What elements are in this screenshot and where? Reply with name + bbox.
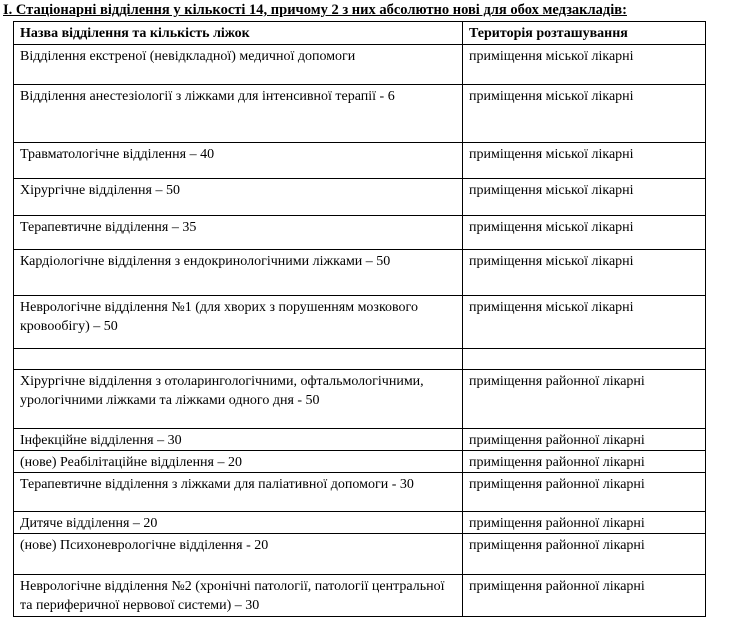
table-row [14,216,706,250]
table-row [14,429,706,451]
department-name: Дитяче відділення – 20 [14,512,463,534]
department-location: приміщення міської лікарні [463,216,706,250]
department-location: приміщення районної лікарні [463,473,706,512]
table-row-empty [14,349,706,370]
table-row [14,534,706,575]
department-name: Травматологічне відділення – 40 [14,143,463,179]
department-name: Відділення екстреної (невідкладної) медичної допомоги [14,45,463,85]
department-name: (нове) Реабілітаційне відділення – 20 [14,451,463,473]
department-name: Неврологічне відділення №1 (для хворих з порушенням мозкового кровообігу) – 50 [14,296,463,349]
table-row [14,451,706,473]
table-header-row [14,22,706,45]
column-header-location: Територія розташування [463,22,706,45]
table-row [14,370,706,429]
department-name: Кардіологічне відділення з ендокринологічними ліжками – 50 [14,250,463,296]
department-location [463,349,706,370]
department-name: Терапевтичне відділення – 35 [14,216,463,250]
department-location: приміщення міської лікарні [463,85,706,143]
department-location: приміщення міської лікарні [463,143,706,179]
department-location: приміщення районної лікарні [463,534,706,575]
table-row [14,296,706,349]
department-name: Неврологічне відділення №2 (хронічні патології, патології центральної та периферичної нервової системи) – 30 [14,575,463,617]
department-name: Терапевтичне відділення з ліжками для паліативної допомоги - 30 [14,473,463,512]
department-location: приміщення районної лікарні [463,451,706,473]
table-row [14,512,706,534]
table-row [14,473,706,512]
department-name [14,349,463,370]
department-name: Хірургічне відділення з отоларингологічними, офтальмологічними, урологічними ліжками та ліжками одного дня - 50 [14,370,463,429]
departments-table [13,21,706,617]
department-location: приміщення районної лікарні [463,575,706,617]
department-name: Хірургічне відділення – 50 [14,179,463,216]
table-row [14,143,706,179]
table-row [14,575,706,617]
column-header-name: Назва відділення та кількість ліжок [14,22,463,45]
department-name: (нове) Психоневрологічне відділення - 20 [14,534,463,575]
department-location: приміщення міської лікарні [463,250,706,296]
table-row [14,45,706,85]
table-row [14,179,706,216]
department-location: приміщення міської лікарні [463,296,706,349]
table-row [14,250,706,296]
table-row [14,85,706,143]
section-heading: І. Стаціонарні відділення у кількості 14, причому 2 з них абсолютно нові для обох медзакладів: [3,2,627,18]
department-location: приміщення районної лікарні [463,429,706,451]
department-location: приміщення районної лікарні [463,512,706,534]
department-name: Інфекційне відділення – 30 [14,429,463,451]
department-location: приміщення міської лікарні [463,179,706,216]
department-location: приміщення районної лікарні [463,370,706,429]
department-name: Відділення анестезіології з ліжками для інтенсивної терапії - 6 [14,85,463,143]
department-location: приміщення міської лікарні [463,45,706,85]
